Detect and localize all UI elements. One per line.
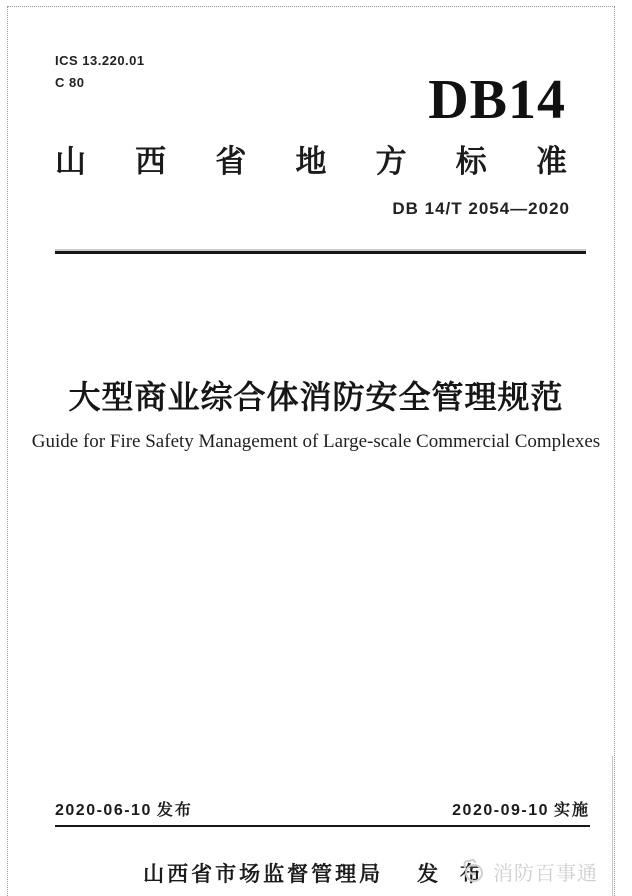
ics-code: ICS 13.220.01 bbox=[55, 53, 145, 68]
standard-name-row bbox=[55, 144, 567, 180]
ics-classification-block bbox=[55, 50, 145, 94]
watermark-logo-icon bbox=[459, 856, 489, 886]
publish-action-label: 发 布 bbox=[417, 863, 489, 886]
watermark-text: 消防百事通 bbox=[493, 862, 598, 885]
document-title-zh: 大型商业综合体消防安全管理规范 bbox=[68, 379, 564, 415]
standard-name-char: 省 bbox=[215, 144, 247, 179]
classification-code: C 80 bbox=[55, 75, 85, 90]
standard-name-char: 准 bbox=[535, 144, 567, 179]
issue-date-group bbox=[55, 797, 193, 820]
standard-name-char: 地 bbox=[295, 144, 327, 179]
standard-name-char: 标 bbox=[455, 144, 487, 179]
header-rule bbox=[55, 251, 586, 254]
implement-date-group bbox=[452, 797, 590, 820]
publisher-name: 山西省市场监督管理局 bbox=[143, 863, 384, 886]
standard-number: DB 14/T 2054—2020 bbox=[392, 199, 570, 218]
standard-name-char: 方 bbox=[375, 144, 407, 179]
db-region-code: DB14 bbox=[428, 69, 566, 131]
implement-date: 2020-09-10 bbox=[452, 802, 549, 819]
dates-row bbox=[55, 797, 590, 827]
implement-label: 实施 bbox=[553, 802, 590, 819]
watermark bbox=[459, 856, 598, 886]
issue-date: 2020-06-10 bbox=[55, 802, 152, 819]
document-title-en: Guide for Fire Safety Management of Large-scale Commercial Complexes bbox=[31, 431, 601, 452]
standard-name-char: 山 bbox=[55, 144, 86, 179]
standard-name-char: 西 bbox=[135, 144, 167, 179]
issue-label: 发布 bbox=[156, 802, 193, 819]
